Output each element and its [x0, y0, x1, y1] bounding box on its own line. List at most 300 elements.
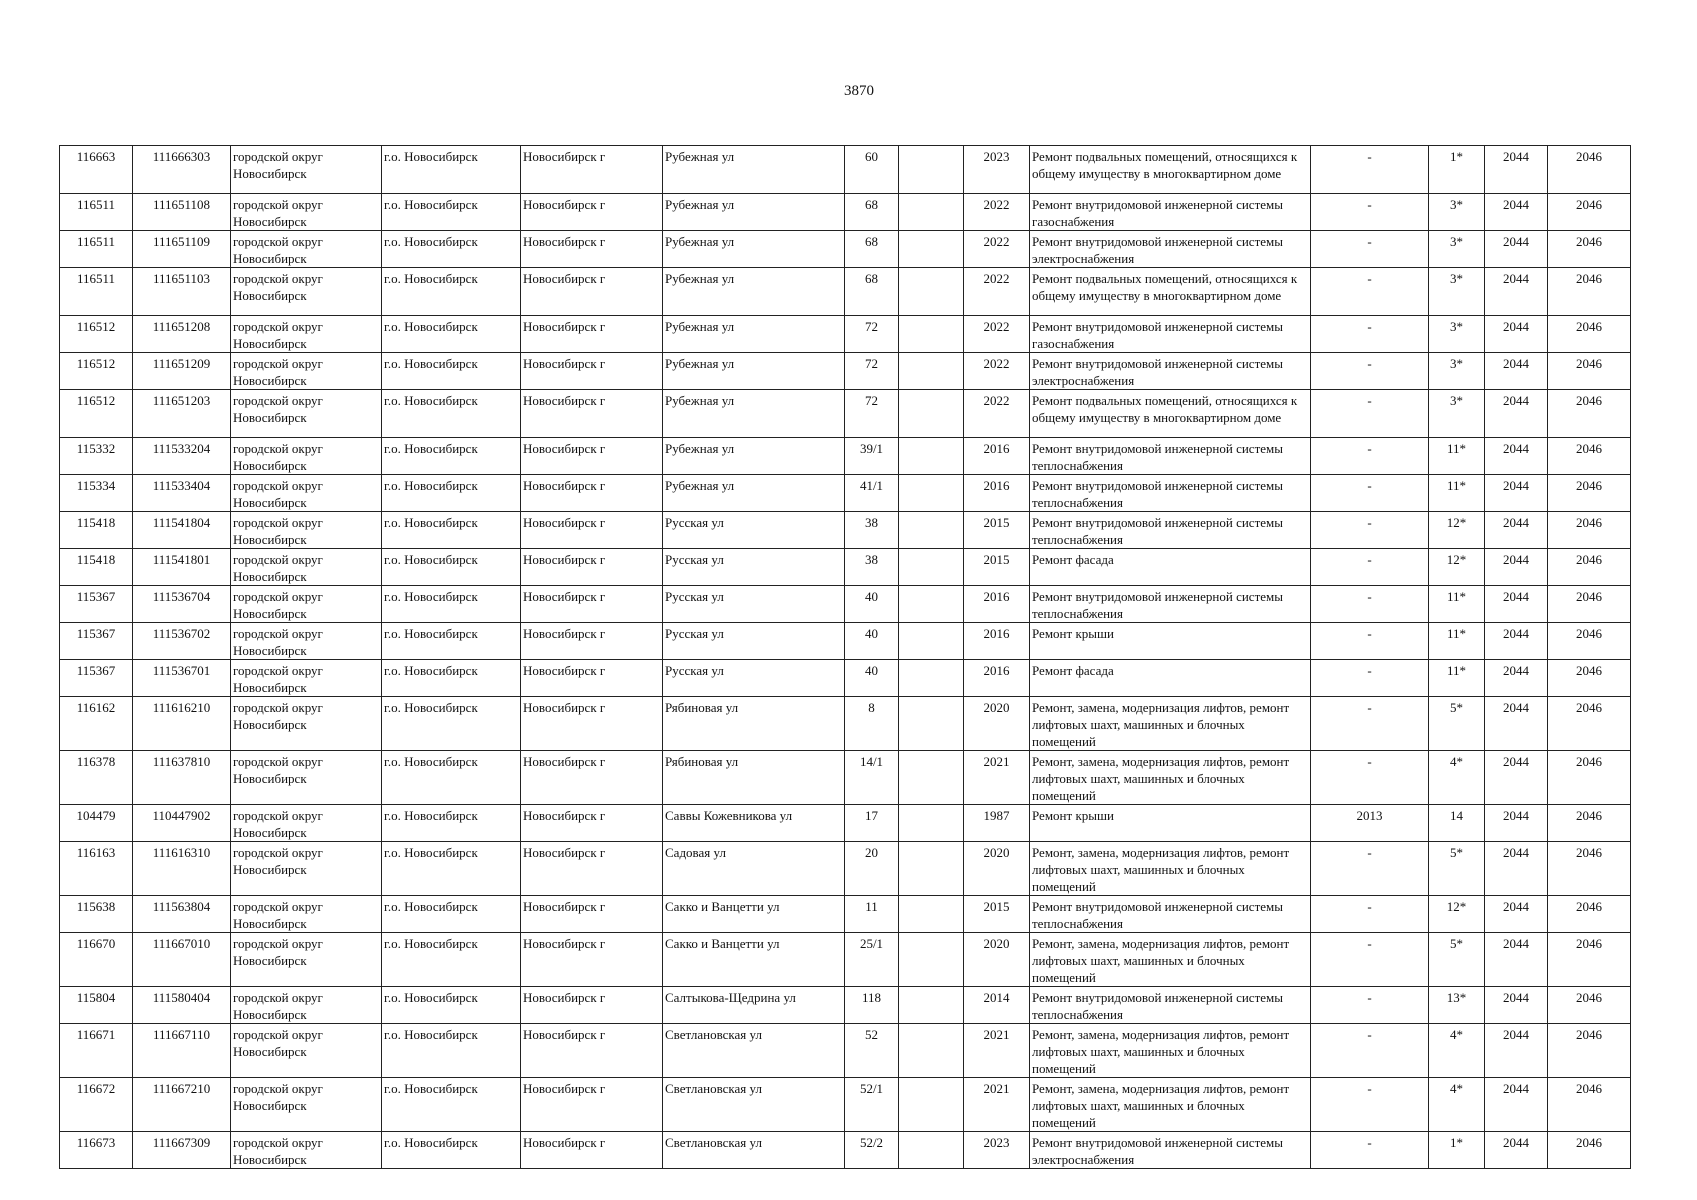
- district-cell: г.о. Новосибирск: [382, 987, 521, 1024]
- work-type-cell: Ремонт, замена, модернизация лифтов, ремонт лифтовых шахт, машинных и блочных помещений: [1030, 751, 1311, 805]
- building-cell: [899, 1024, 964, 1078]
- district-cell: г.о. Новосибирск: [382, 231, 521, 268]
- plan-end-year-cell: 2046: [1548, 438, 1631, 475]
- house-id-cell: 116162: [60, 697, 133, 751]
- house-number-cell: 72: [845, 353, 899, 390]
- work-id-cell: 111651209: [133, 353, 231, 390]
- building-cell: [899, 987, 964, 1024]
- year-built-cell: 2015: [964, 512, 1030, 549]
- street-cell: Рубежная ул: [663, 146, 845, 194]
- district-cell: г.о. Новосибирск: [382, 805, 521, 842]
- municipality-cell: городской округ Новосибирск: [231, 475, 382, 512]
- last-repair-year-cell: -: [1311, 697, 1429, 751]
- age-cell: 14: [1429, 805, 1485, 842]
- city-cell: Новосибирск г: [521, 353, 663, 390]
- municipality-cell: городской округ Новосибирск: [231, 194, 382, 231]
- year-built-cell: 2023: [964, 1132, 1030, 1169]
- last-repair-year-cell: -: [1311, 586, 1429, 623]
- plan-start-year-cell: 2044: [1485, 586, 1548, 623]
- age-cell: 13*: [1429, 987, 1485, 1024]
- district-cell: г.о. Новосибирск: [382, 842, 521, 896]
- year-built-cell: 2021: [964, 1078, 1030, 1132]
- work-id-cell: 111651103: [133, 268, 231, 316]
- house-id-cell: 115367: [60, 660, 133, 697]
- work-id-cell: 111667309: [133, 1132, 231, 1169]
- house-id-cell: 115334: [60, 475, 133, 512]
- building-cell: [899, 438, 964, 475]
- municipality-cell: городской округ Новосибирск: [231, 660, 382, 697]
- building-cell: [899, 586, 964, 623]
- building-cell: [899, 549, 964, 586]
- year-built-cell: 2022: [964, 390, 1030, 438]
- last-repair-year-cell: -: [1311, 933, 1429, 987]
- table-row: [60, 475, 1631, 512]
- work-id-cell: 111541801: [133, 549, 231, 586]
- city-cell: Новосибирск г: [521, 512, 663, 549]
- plan-start-year-cell: 2044: [1485, 896, 1548, 933]
- street-cell: Светлановская ул: [663, 1024, 845, 1078]
- house-id-cell: 116671: [60, 1024, 133, 1078]
- table-row: [60, 549, 1631, 586]
- city-cell: Новосибирск г: [521, 751, 663, 805]
- street-cell: Рубежная ул: [663, 475, 845, 512]
- table-row: [60, 353, 1631, 390]
- municipality-cell: городской округ Новосибирск: [231, 623, 382, 660]
- work-id-cell: 111563804: [133, 896, 231, 933]
- age-cell: 4*: [1429, 751, 1485, 805]
- table-row: [60, 194, 1631, 231]
- street-cell: Рубежная ул: [663, 390, 845, 438]
- work-type-cell: Ремонт, замена, модернизация лифтов, ремонт лифтовых шахт, машинных и блочных помещений: [1030, 1024, 1311, 1078]
- municipality-cell: городской округ Новосибирск: [231, 146, 382, 194]
- table-row: [60, 316, 1631, 353]
- house-number-cell: 17: [845, 805, 899, 842]
- work-type-cell: Ремонт внутридомовой инженерной системы электроснабжения: [1030, 1132, 1311, 1169]
- work-id-cell: 111666303: [133, 146, 231, 194]
- work-type-cell: Ремонт фасада: [1030, 549, 1311, 586]
- house-number-cell: 52/1: [845, 1078, 899, 1132]
- age-cell: 5*: [1429, 842, 1485, 896]
- work-type-cell: Ремонт, замена, модернизация лифтов, ремонт лифтовых шахт, машинных и блочных помещений: [1030, 842, 1311, 896]
- house-number-cell: 40: [845, 586, 899, 623]
- plan-end-year-cell: 2046: [1548, 316, 1631, 353]
- house-id-cell: 116670: [60, 933, 133, 987]
- table-row: [60, 512, 1631, 549]
- house-id-cell: 116512: [60, 316, 133, 353]
- district-cell: г.о. Новосибирск: [382, 1078, 521, 1132]
- house-number-cell: 68: [845, 194, 899, 231]
- work-id-cell: 111667010: [133, 933, 231, 987]
- work-type-cell: Ремонт подвальных помещений, относящихся к общему имуществу в многоквартирном доме: [1030, 146, 1311, 194]
- work-id-cell: 111536702: [133, 623, 231, 660]
- house-number-cell: 52: [845, 1024, 899, 1078]
- last-repair-year-cell: -: [1311, 751, 1429, 805]
- plan-end-year-cell: 2046: [1548, 805, 1631, 842]
- street-cell: Русская ул: [663, 512, 845, 549]
- municipality-cell: городской округ Новосибирск: [231, 751, 382, 805]
- house-id-cell: 116512: [60, 390, 133, 438]
- last-repair-year-cell: -: [1311, 1132, 1429, 1169]
- work-id-cell: 111541804: [133, 512, 231, 549]
- table-row: [60, 146, 1631, 194]
- municipality-cell: городской округ Новосибирск: [231, 805, 382, 842]
- house-number-cell: 40: [845, 660, 899, 697]
- house-number-cell: 60: [845, 146, 899, 194]
- plan-start-year-cell: 2044: [1485, 842, 1548, 896]
- plan-start-year-cell: 2044: [1485, 1078, 1548, 1132]
- plan-start-year-cell: 2044: [1485, 805, 1548, 842]
- work-type-cell: Ремонт внутридомовой инженерной системы теплоснабжения: [1030, 987, 1311, 1024]
- age-cell: 3*: [1429, 231, 1485, 268]
- house-id-cell: 115804: [60, 987, 133, 1024]
- work-type-cell: Ремонт внутридомовой инженерной системы электроснабжения: [1030, 353, 1311, 390]
- city-cell: Новосибирск г: [521, 842, 663, 896]
- year-built-cell: 2015: [964, 549, 1030, 586]
- municipality-cell: городской округ Новосибирск: [231, 896, 382, 933]
- plan-start-year-cell: 2044: [1485, 438, 1548, 475]
- last-repair-year-cell: -: [1311, 1078, 1429, 1132]
- building-cell: [899, 933, 964, 987]
- plan-start-year-cell: 2044: [1485, 933, 1548, 987]
- city-cell: Новосибирск г: [521, 623, 663, 660]
- house-number-cell: 11: [845, 896, 899, 933]
- city-cell: Новосибирск г: [521, 475, 663, 512]
- district-cell: г.о. Новосибирск: [382, 549, 521, 586]
- table-row: [60, 268, 1631, 316]
- age-cell: 4*: [1429, 1078, 1485, 1132]
- house-number-cell: 8: [845, 697, 899, 751]
- last-repair-year-cell: -: [1311, 512, 1429, 549]
- building-cell: [899, 146, 964, 194]
- year-built-cell: 2016: [964, 586, 1030, 623]
- page-number: 3870: [844, 83, 874, 99]
- city-cell: Новосибирск г: [521, 438, 663, 475]
- work-type-cell: Ремонт внутридомовой инженерной системы теплоснабжения: [1030, 586, 1311, 623]
- city-cell: Новосибирск г: [521, 1078, 663, 1132]
- house-id-cell: 115638: [60, 896, 133, 933]
- plan-start-year-cell: 2044: [1485, 549, 1548, 586]
- age-cell: 5*: [1429, 697, 1485, 751]
- plan-end-year-cell: 2046: [1548, 1024, 1631, 1078]
- house-number-cell: 38: [845, 549, 899, 586]
- building-cell: [899, 623, 964, 660]
- house-id-cell: 115367: [60, 623, 133, 660]
- city-cell: Новосибирск г: [521, 1024, 663, 1078]
- street-cell: Сакко и Ванцетти ул: [663, 933, 845, 987]
- plan-end-year-cell: 2046: [1548, 751, 1631, 805]
- age-cell: 11*: [1429, 623, 1485, 660]
- building-cell: [899, 842, 964, 896]
- age-cell: 1*: [1429, 1132, 1485, 1169]
- age-cell: 1*: [1429, 146, 1485, 194]
- house-number-cell: 52/2: [845, 1132, 899, 1169]
- work-type-cell: Ремонт внутридомовой инженерной системы газоснабжения: [1030, 316, 1311, 353]
- table-row: [60, 623, 1631, 660]
- table-row: [60, 1132, 1631, 1169]
- work-type-cell: Ремонт, замена, модернизация лифтов, ремонт лифтовых шахт, машинных и блочных помещений: [1030, 933, 1311, 987]
- age-cell: 3*: [1429, 353, 1485, 390]
- street-cell: Сакко и Ванцетти ул: [663, 896, 845, 933]
- age-cell: 12*: [1429, 512, 1485, 549]
- municipality-cell: городской округ Новосибирск: [231, 1078, 382, 1132]
- table-row: [60, 842, 1631, 896]
- year-built-cell: 2020: [964, 842, 1030, 896]
- plan-end-year-cell: 2046: [1548, 586, 1631, 623]
- plan-end-year-cell: 2046: [1548, 146, 1631, 194]
- plan-end-year-cell: 2046: [1548, 268, 1631, 316]
- house-id-cell: 116663: [60, 146, 133, 194]
- plan-start-year-cell: 2044: [1485, 660, 1548, 697]
- building-cell: [899, 512, 964, 549]
- street-cell: Светлановская ул: [663, 1078, 845, 1132]
- plan-end-year-cell: 2046: [1548, 1132, 1631, 1169]
- district-cell: г.о. Новосибирск: [382, 512, 521, 549]
- last-repair-year-cell: -: [1311, 660, 1429, 697]
- city-cell: Новосибирск г: [521, 586, 663, 623]
- last-repair-year-cell: -: [1311, 438, 1429, 475]
- municipality-cell: городской округ Новосибирск: [231, 231, 382, 268]
- district-cell: г.о. Новосибирск: [382, 933, 521, 987]
- district-cell: г.о. Новосибирск: [382, 896, 521, 933]
- house-id-cell: 115418: [60, 549, 133, 586]
- table-row: [60, 896, 1631, 933]
- age-cell: 12*: [1429, 896, 1485, 933]
- age-cell: 3*: [1429, 194, 1485, 231]
- table-row: [60, 660, 1631, 697]
- work-type-cell: Ремонт крыши: [1030, 623, 1311, 660]
- plan-start-year-cell: 2044: [1485, 697, 1548, 751]
- table-row: [60, 1078, 1631, 1132]
- house-id-cell: 116673: [60, 1132, 133, 1169]
- last-repair-year-cell: -: [1311, 549, 1429, 586]
- district-cell: г.о. Новосибирск: [382, 586, 521, 623]
- last-repair-year-cell: -: [1311, 268, 1429, 316]
- city-cell: Новосибирск г: [521, 1132, 663, 1169]
- work-type-cell: Ремонт внутридомовой инженерной системы теплоснабжения: [1030, 438, 1311, 475]
- plan-start-year-cell: 2044: [1485, 390, 1548, 438]
- municipality-cell: городской округ Новосибирск: [231, 987, 382, 1024]
- work-id-cell: 111667110: [133, 1024, 231, 1078]
- work-id-cell: 111580404: [133, 987, 231, 1024]
- city-cell: Новосибирск г: [521, 805, 663, 842]
- house-id-cell: 116512: [60, 353, 133, 390]
- municipality-cell: городской округ Новосибирск: [231, 512, 382, 549]
- plan-start-year-cell: 2044: [1485, 316, 1548, 353]
- city-cell: Новосибирск г: [521, 231, 663, 268]
- work-id-cell: 111667210: [133, 1078, 231, 1132]
- plan-end-year-cell: 2046: [1548, 1078, 1631, 1132]
- street-cell: Салтыкова-Щедрина ул: [663, 987, 845, 1024]
- district-cell: г.о. Новосибирск: [382, 353, 521, 390]
- table-row: [60, 231, 1631, 268]
- age-cell: 11*: [1429, 586, 1485, 623]
- house-id-cell: 116511: [60, 194, 133, 231]
- district-cell: г.о. Новосибирск: [382, 475, 521, 512]
- house-id-cell: 115332: [60, 438, 133, 475]
- table-row: [60, 751, 1631, 805]
- work-id-cell: 111651208: [133, 316, 231, 353]
- house-number-cell: 72: [845, 316, 899, 353]
- work-id-cell: 111616210: [133, 697, 231, 751]
- city-cell: Новосибирск г: [521, 697, 663, 751]
- street-cell: Русская ул: [663, 586, 845, 623]
- last-repair-year-cell: -: [1311, 194, 1429, 231]
- municipality-cell: городской округ Новосибирск: [231, 586, 382, 623]
- street-cell: Саввы Кожевникова ул: [663, 805, 845, 842]
- plan-end-year-cell: 2046: [1548, 623, 1631, 660]
- year-built-cell: 2022: [964, 194, 1030, 231]
- house-id-cell: 116672: [60, 1078, 133, 1132]
- year-built-cell: 2021: [964, 751, 1030, 805]
- year-built-cell: 1987: [964, 805, 1030, 842]
- house-number-cell: 41/1: [845, 475, 899, 512]
- plan-end-year-cell: 2046: [1548, 353, 1631, 390]
- building-cell: [899, 194, 964, 231]
- house-id-cell: 116378: [60, 751, 133, 805]
- age-cell: 11*: [1429, 660, 1485, 697]
- plan-start-year-cell: 2044: [1485, 268, 1548, 316]
- plan-end-year-cell: 2046: [1548, 697, 1631, 751]
- year-built-cell: 2016: [964, 660, 1030, 697]
- plan-start-year-cell: 2044: [1485, 512, 1548, 549]
- municipality-cell: городской округ Новосибирск: [231, 438, 382, 475]
- street-cell: Рубежная ул: [663, 231, 845, 268]
- district-cell: г.о. Новосибирск: [382, 146, 521, 194]
- work-type-cell: Ремонт подвальных помещений, относящихся к общему имуществу в многоквартирном доме: [1030, 268, 1311, 316]
- year-built-cell: 2022: [964, 231, 1030, 268]
- building-cell: [899, 390, 964, 438]
- year-built-cell: 2021: [964, 1024, 1030, 1078]
- municipality-cell: городской округ Новосибирск: [231, 316, 382, 353]
- last-repair-year-cell: -: [1311, 316, 1429, 353]
- age-cell: 3*: [1429, 316, 1485, 353]
- street-cell: Садовая ул: [663, 842, 845, 896]
- district-cell: г.о. Новосибирск: [382, 268, 521, 316]
- last-repair-year-cell: -: [1311, 896, 1429, 933]
- work-type-cell: Ремонт фасада: [1030, 660, 1311, 697]
- plan-start-year-cell: 2044: [1485, 194, 1548, 231]
- work-type-cell: Ремонт внутридомовой инженерной системы теплоснабжения: [1030, 896, 1311, 933]
- house-id-cell: 116163: [60, 842, 133, 896]
- work-type-cell: Ремонт внутридомовой инженерной системы газоснабжения: [1030, 194, 1311, 231]
- plan-end-year-cell: 2046: [1548, 512, 1631, 549]
- house-number-cell: 38: [845, 512, 899, 549]
- work-id-cell: 111616310: [133, 842, 231, 896]
- building-cell: [899, 353, 964, 390]
- house-number-cell: 72: [845, 390, 899, 438]
- last-repair-year-cell: -: [1311, 475, 1429, 512]
- year-built-cell: 2016: [964, 438, 1030, 475]
- table-row: [60, 1024, 1631, 1078]
- street-cell: Рубежная ул: [663, 268, 845, 316]
- district-cell: г.о. Новосибирск: [382, 623, 521, 660]
- plan-start-year-cell: 2044: [1485, 146, 1548, 194]
- year-built-cell: 2020: [964, 933, 1030, 987]
- street-cell: Рубежная ул: [663, 353, 845, 390]
- building-cell: [899, 268, 964, 316]
- municipality-cell: городской округ Новосибирск: [231, 549, 382, 586]
- last-repair-year-cell: -: [1311, 146, 1429, 194]
- street-cell: Рубежная ул: [663, 438, 845, 475]
- city-cell: Новосибирск г: [521, 146, 663, 194]
- house-number-cell: 20: [845, 842, 899, 896]
- building-cell: [899, 1132, 964, 1169]
- district-cell: г.о. Новосибирск: [382, 438, 521, 475]
- street-cell: Русская ул: [663, 623, 845, 660]
- building-cell: [899, 475, 964, 512]
- last-repair-year-cell: -: [1311, 1024, 1429, 1078]
- work-id-cell: 111533404: [133, 475, 231, 512]
- house-number-cell: 118: [845, 987, 899, 1024]
- building-cell: [899, 316, 964, 353]
- district-cell: г.о. Новосибирск: [382, 316, 521, 353]
- work-type-cell: Ремонт подвальных помещений, относящихся к общему имуществу в многоквартирном доме: [1030, 390, 1311, 438]
- table-body: [60, 146, 1631, 1169]
- plan-end-year-cell: 2046: [1548, 842, 1631, 896]
- last-repair-year-cell: 2013: [1311, 805, 1429, 842]
- work-type-cell: Ремонт внутридомовой инженерной системы теплоснабжения: [1030, 512, 1311, 549]
- municipality-cell: городской округ Новосибирск: [231, 697, 382, 751]
- building-cell: [899, 751, 964, 805]
- building-cell: [899, 660, 964, 697]
- year-built-cell: 2020: [964, 697, 1030, 751]
- building-cell: [899, 896, 964, 933]
- age-cell: 3*: [1429, 390, 1485, 438]
- city-cell: Новосибирск г: [521, 933, 663, 987]
- plan-start-year-cell: 2044: [1485, 231, 1548, 268]
- plan-end-year-cell: 2046: [1548, 987, 1631, 1024]
- year-built-cell: 2023: [964, 146, 1030, 194]
- plan-start-year-cell: 2044: [1485, 353, 1548, 390]
- building-cell: [899, 1078, 964, 1132]
- last-repair-year-cell: -: [1311, 353, 1429, 390]
- municipality-cell: городской округ Новосибирск: [231, 1132, 382, 1169]
- age-cell: 4*: [1429, 1024, 1485, 1078]
- work-id-cell: 111533204: [133, 438, 231, 475]
- last-repair-year-cell: -: [1311, 623, 1429, 660]
- city-cell: Новосибирск г: [521, 194, 663, 231]
- table-row: [60, 697, 1631, 751]
- city-cell: Новосибирск г: [521, 549, 663, 586]
- year-built-cell: 2016: [964, 623, 1030, 660]
- district-cell: г.о. Новосибирск: [382, 194, 521, 231]
- city-cell: Новосибирск г: [521, 390, 663, 438]
- house-number-cell: 25/1: [845, 933, 899, 987]
- year-built-cell: 2014: [964, 987, 1030, 1024]
- age-cell: 11*: [1429, 475, 1485, 512]
- building-cell: [899, 805, 964, 842]
- work-id-cell: 110447902: [133, 805, 231, 842]
- work-id-cell: 111651203: [133, 390, 231, 438]
- street-cell: Рубежная ул: [663, 316, 845, 353]
- table-row: [60, 805, 1631, 842]
- house-id-cell: 116511: [60, 231, 133, 268]
- work-id-cell: 111651108: [133, 194, 231, 231]
- work-id-cell: 111651109: [133, 231, 231, 268]
- last-repair-year-cell: -: [1311, 987, 1429, 1024]
- work-type-cell: Ремонт внутридомовой инженерной системы электроснабжения: [1030, 231, 1311, 268]
- house-id-cell: 115367: [60, 586, 133, 623]
- table-row: [60, 987, 1631, 1024]
- plan-end-year-cell: 2046: [1548, 231, 1631, 268]
- age-cell: 11*: [1429, 438, 1485, 475]
- house-number-cell: 39/1: [845, 438, 899, 475]
- city-cell: Новосибирск г: [521, 896, 663, 933]
- table-row: [60, 933, 1631, 987]
- district-cell: г.о. Новосибирск: [382, 697, 521, 751]
- plan-end-year-cell: 2046: [1548, 896, 1631, 933]
- plan-start-year-cell: 2044: [1485, 1132, 1548, 1169]
